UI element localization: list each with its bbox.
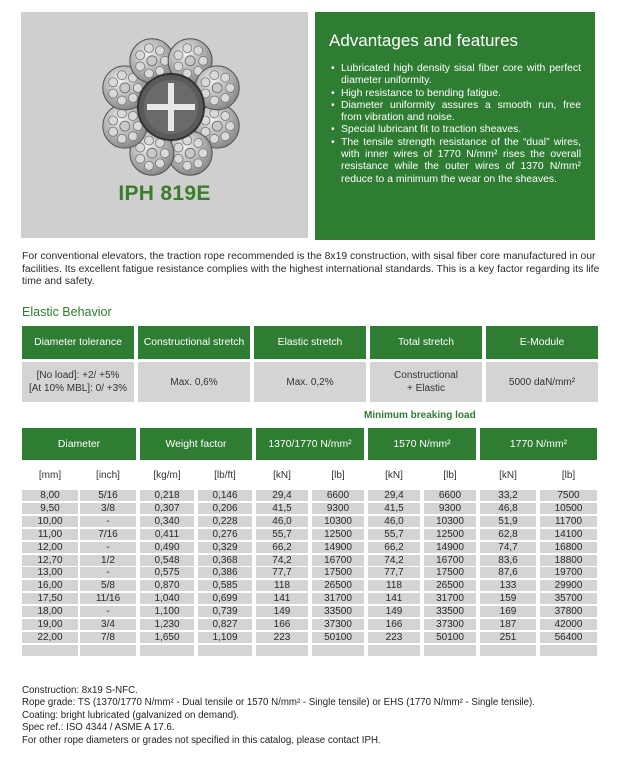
rope-wire: [183, 161, 192, 170]
rope-wire: [109, 78, 118, 87]
table-cell: [198, 645, 252, 656]
table-row: [22, 580, 597, 591]
rope-wire: [147, 56, 157, 66]
table-cell: 223: [368, 632, 420, 643]
table-cell: 9,50: [22, 503, 78, 514]
rope-wire: [185, 56, 195, 66]
product-image-panel: [21, 12, 308, 238]
rope-wire: [194, 46, 203, 55]
elastic-value-total-stretch: [370, 362, 482, 402]
rope-wire: [136, 51, 145, 60]
rope-wire: [221, 111, 230, 120]
rope-wire: [194, 139, 203, 148]
table-cell: 251: [480, 632, 536, 643]
footer-coating: Coating: bright lubricated (galvanized on demand).: [22, 709, 240, 721]
table-cell: 51,9: [480, 516, 536, 527]
table-cell: 35700: [540, 593, 597, 604]
rope-wire: [117, 96, 126, 105]
footer-spec-ref: Spec ref.: ISO 4344 / ASME A 17.6.: [22, 722, 175, 734]
rope-wire: [201, 78, 210, 87]
unit-label: [inch]: [96, 470, 120, 481]
table-cell: 17,50: [22, 593, 78, 604]
unit-label: [lb]: [331, 470, 345, 481]
elastic-header-elastic-stretch: Elastic stretch: [254, 326, 366, 359]
table-cell: 0,146: [198, 490, 252, 501]
table-row: [22, 516, 597, 527]
table-cell: [424, 645, 476, 656]
table-cell: 3/4: [80, 619, 136, 630]
table-cell: 37800: [540, 606, 597, 617]
table-row: [22, 567, 597, 578]
table-cell: 6600: [312, 490, 364, 501]
feature-item: • High resistance to bending fatigue.: [341, 88, 581, 100]
table-cell: 19,00: [22, 619, 78, 630]
table-cell: 0,368: [198, 555, 252, 566]
rope-wire: [136, 62, 145, 71]
breaking-header-diameter: Diameter: [22, 428, 136, 460]
table-cell: 12500: [424, 529, 476, 540]
table-row: [22, 593, 597, 604]
elastic-value-line: Constructional: [394, 370, 458, 381]
table-cell: -: [80, 516, 136, 527]
table-cell: 0,276: [198, 529, 252, 540]
table-cell: 66,2: [256, 542, 308, 553]
elastic-value-diameter-tolerance: [22, 362, 134, 402]
breaking-header-1770: 1770 N/mm²: [480, 428, 597, 460]
elastic-value-line: [At 10% MBL]: 0/ +3%: [28, 383, 128, 394]
rope-wire: [128, 132, 137, 141]
feature-item: • Lubricated high density sisal fiber core with perfect diameter uniformity.: [341, 63, 581, 88]
feature-item: • Special lubricant fit to traction sheaves.: [341, 124, 581, 136]
units-row: [0, 470, 623, 482]
rope-wire: [155, 46, 164, 55]
breaking-header-1370-1770: 1370/1770 N/mm²: [256, 428, 364, 460]
table-cell: 14100: [540, 529, 597, 540]
table-cell: [540, 645, 597, 656]
table-row: [22, 632, 597, 643]
table-cell: 33500: [424, 606, 476, 617]
table-cell: 56400: [540, 632, 597, 643]
table-cell: 33,2: [480, 490, 536, 501]
table-cell: 77,7: [368, 567, 420, 578]
table-cell: 118: [368, 580, 420, 591]
table-row: [22, 529, 597, 540]
elastic-value-line: + Elastic: [406, 383, 446, 394]
unit-label: [kN]: [499, 470, 517, 481]
feature-item: • The tensile strength resistance of the “dual” wires, with inner wires of 1770 N/mm² rises the overall resistance while the outer wires of 1370 N/mm² reduce to a minimum the wear on the sheaves.: [341, 137, 581, 186]
table-cell: 29,4: [256, 490, 308, 501]
rope-wire: [212, 83, 222, 93]
table-cell: 0,490: [140, 542, 194, 553]
elastic-section-title: Elastic Behavior: [22, 305, 112, 319]
features-panel: [315, 12, 595, 240]
table-cell: 0,307: [140, 503, 194, 514]
table-row: [22, 619, 597, 630]
table-cell: -: [80, 567, 136, 578]
rope-wire: [199, 149, 208, 158]
elastic-value-e-module: [486, 362, 598, 402]
elastic-value-line: 5000 daN/mm²: [508, 376, 576, 388]
breaking-header-weight-factor: Weight factor: [140, 428, 252, 460]
elastic-header-total-stretch: Total stretch: [370, 326, 482, 359]
table-cell: 5/16: [80, 490, 136, 501]
unit-label: [lb]: [443, 470, 457, 481]
rope-wire: [136, 154, 145, 163]
table-cell: [80, 645, 136, 656]
table-cell: 77,7: [256, 567, 308, 578]
table-cell: [140, 645, 194, 656]
elastic-value-constructional-stretch: [138, 362, 250, 402]
rope-wire: [160, 149, 169, 158]
table-cell: 50100: [312, 632, 364, 643]
rope-wire: [221, 94, 230, 103]
table-cell: 62,8: [480, 529, 536, 540]
rope-wire: [174, 154, 183, 163]
breaking-header-1570: 1570 N/mm²: [368, 428, 476, 460]
rope-wire: [144, 44, 153, 53]
table-cell: 37300: [424, 619, 476, 630]
table-cell: 5/8: [80, 580, 136, 591]
table-cell: 0,870: [140, 580, 194, 591]
elastic-header-constructional-stretch: Constructional stretch: [138, 326, 250, 359]
elastic-header-diameter-tolerance: Diameter tolerance: [22, 326, 134, 359]
table-cell: 133: [480, 580, 536, 591]
rope-wire: [183, 44, 192, 53]
table-cell: 18,00: [22, 606, 78, 617]
table-cell: 66,2: [368, 542, 420, 553]
breaking-load-caption: Minimum breaking load: [364, 410, 476, 421]
rope-wire: [226, 122, 235, 131]
footer-construction: Construction: 8x19 S-NFC.: [22, 685, 138, 696]
table-cell: 74,2: [368, 555, 420, 566]
elastic-value-line: Max. 0,2%: [286, 376, 334, 388]
rope-wire: [120, 83, 130, 93]
rope-wire: [174, 62, 183, 71]
table-cell: 223: [256, 632, 308, 643]
rope-wire: [212, 121, 222, 131]
table-cell: 1/2: [80, 555, 136, 566]
table-cell: 1,650: [140, 632, 194, 643]
table-cell: 0,585: [198, 580, 252, 591]
table-cell: 16,00: [22, 580, 78, 591]
table-cell: 16700: [312, 555, 364, 566]
table-cell: 42000: [540, 619, 597, 630]
table-cell: 9300: [424, 503, 476, 514]
table-cell: 11/16: [80, 593, 136, 604]
table-cell: 18800: [540, 555, 597, 566]
rope-wire: [210, 71, 219, 80]
table-cell: 16800: [540, 542, 597, 553]
table-cell: 1,109: [198, 632, 252, 643]
table-cell: [368, 645, 420, 656]
table-cell: 46,8: [480, 503, 536, 514]
table-cell: 0,386: [198, 567, 252, 578]
table-cell: -: [80, 542, 136, 553]
table-cell: 11,00: [22, 529, 78, 540]
rope-wire: [226, 83, 235, 92]
table-cell: 12500: [312, 529, 364, 540]
rope-wire: [133, 83, 142, 92]
rope-wire: [210, 134, 219, 143]
table-cell: 0,827: [198, 619, 252, 630]
table-row: [22, 645, 597, 656]
table-cell: [312, 645, 364, 656]
table-cell: 0,575: [140, 567, 194, 578]
rope-wire: [221, 132, 230, 141]
table-cell: 166: [368, 619, 420, 630]
rope-wire: [144, 69, 153, 78]
rope-wire: [133, 122, 142, 131]
table-cell: 0,228: [198, 516, 252, 527]
rope-wire: [199, 56, 208, 65]
elastic-value-line: Max. 0,6%: [170, 376, 218, 388]
table-cell: 10300: [424, 516, 476, 527]
table-cell: 0,340: [140, 516, 194, 527]
elastic-value-line: [No load]: +2/ +5%: [36, 370, 120, 381]
footer-notes: [22, 685, 535, 747]
table-cell: 74,7: [480, 542, 536, 553]
table-cell: 118: [256, 580, 308, 591]
table-cell: 0,206: [198, 503, 252, 514]
table-cell: 7/8: [80, 632, 136, 643]
table-cell: 11700: [540, 516, 597, 527]
features-list: [329, 63, 581, 186]
table-cell: 12,00: [22, 542, 78, 553]
table-cell: 187: [480, 619, 536, 630]
table-cell: 3/8: [80, 503, 136, 514]
rope-wire: [185, 148, 195, 158]
table-cell: 19700: [540, 567, 597, 578]
table-cell: 149: [368, 606, 420, 617]
table-cell: 29900: [540, 580, 597, 591]
table-cell: -: [80, 606, 136, 617]
intro-paragraph: For conventional elevators, the traction rope recommended is the 8x19 construction, with sisal fiber core manufactured in our facilities. Its excellent fatigue resistance complies with the highest international standards. This is a key factor regarding its life time and safety.: [22, 251, 600, 287]
table-cell: 10300: [312, 516, 364, 527]
table-cell: 29,4: [368, 490, 420, 501]
rope-wire: [109, 89, 118, 98]
features-title: Advantages and features: [329, 31, 519, 50]
table-row: [22, 555, 597, 566]
table-cell: 26500: [312, 580, 364, 591]
product-name: IPH 819E: [118, 182, 211, 205]
footer-contact-note: For other rope diameters or grades not specified in this catalog, please contact IPH.: [22, 734, 381, 746]
table-cell: 1,040: [140, 593, 194, 604]
rope-wire: [174, 143, 183, 152]
unit-label: [kN]: [385, 470, 403, 481]
table-cell: 0,329: [198, 542, 252, 553]
table-cell: 149: [256, 606, 308, 617]
table-cell: 0,548: [140, 555, 194, 566]
feature-item: • Diameter uniformity assures a smooth run, free from vibration and noise.: [341, 100, 581, 125]
rope-wire: [210, 96, 219, 105]
table-cell: 0,218: [140, 490, 194, 501]
table-row: [22, 606, 597, 617]
table-cell: 50100: [424, 632, 476, 643]
elastic-value-elastic-stretch: [254, 362, 366, 402]
rope-wire: [147, 148, 157, 158]
rope-wire: [128, 111, 137, 120]
table-cell: 0,411: [140, 529, 194, 540]
table-cell: 41,5: [256, 503, 308, 514]
table-cell: 10500: [540, 503, 597, 514]
table-cell: 6600: [424, 490, 476, 501]
rope-wire: [144, 136, 153, 145]
table-cell: 74,2: [256, 555, 308, 566]
table-cell: 141: [256, 593, 308, 604]
rope-wire: [221, 73, 230, 82]
unit-label: [mm]: [38, 470, 62, 481]
table-cell: 37300: [312, 619, 364, 630]
table-cell: 166: [256, 619, 308, 630]
table-cell: 141: [368, 593, 420, 604]
table-row: [22, 542, 597, 553]
table-cell: 13,00: [22, 567, 78, 578]
table-cell: 12,70: [22, 555, 78, 566]
table-cell: [22, 645, 78, 656]
table-cell: 14900: [312, 542, 364, 553]
table-cell: 31700: [424, 593, 476, 604]
rope-cross-section-image: [98, 34, 244, 180]
table-cell: 46,0: [256, 516, 308, 527]
rope-wire: [128, 94, 137, 103]
table-row: [22, 503, 597, 514]
table-cell: 17500: [424, 567, 476, 578]
table-cell: 0,739: [198, 606, 252, 617]
unit-label: [lb]: [561, 470, 576, 481]
elastic-header-e-module: E-Module: [486, 326, 598, 359]
unit-label: [kN]: [273, 470, 291, 481]
table-cell: 87,6: [480, 567, 536, 578]
table-cell: 46,0: [368, 516, 420, 527]
table-cell: 8,00: [22, 490, 78, 501]
rope-wire: [109, 116, 118, 125]
table-cell: [480, 645, 536, 656]
table-row: [22, 490, 597, 501]
rope-wire: [117, 71, 126, 80]
table-cell: 0,699: [198, 593, 252, 604]
table-cell: 9300: [312, 503, 364, 514]
table-cell: 16700: [424, 555, 476, 566]
table-cell: 7/16: [80, 529, 136, 540]
unit-label: [kg/m]: [153, 470, 181, 481]
table-cell: 1,100: [140, 606, 194, 617]
rope-wire: [120, 121, 130, 131]
table-cell: 159: [480, 593, 536, 604]
rope-wire: [155, 159, 164, 168]
table-cell: 33500: [312, 606, 364, 617]
table-cell: 169: [480, 606, 536, 617]
table-cell: 7500: [540, 490, 597, 501]
table-cell: 1,230: [140, 619, 194, 630]
unit-label: [lb/ft]: [214, 470, 236, 481]
table-cell: 55,7: [368, 529, 420, 540]
table-cell: 17500: [312, 567, 364, 578]
rope-wire: [109, 127, 118, 136]
rope-wire: [194, 159, 203, 168]
rope-wire: [174, 51, 183, 60]
footer-rope-grade: Rope grade: TS (1370/1770 N/mm² - Dual tensile or 1570 N/mm² - Single tensile) or EHS (1770 N/mm² - Single tensile).: [22, 697, 535, 709]
rope-wire: [144, 161, 153, 170]
table-cell: [256, 645, 308, 656]
table-cell: 26500: [424, 580, 476, 591]
table-cell: 10,00: [22, 516, 78, 527]
rope-wire: [117, 134, 126, 143]
table-cell: 55,7: [256, 529, 308, 540]
table-cell: 22,00: [22, 632, 78, 643]
table-cell: 14900: [424, 542, 476, 553]
table-cell: 41,5: [368, 503, 420, 514]
table-cell: 83,6: [480, 555, 536, 566]
table-cell: 31700: [312, 593, 364, 604]
